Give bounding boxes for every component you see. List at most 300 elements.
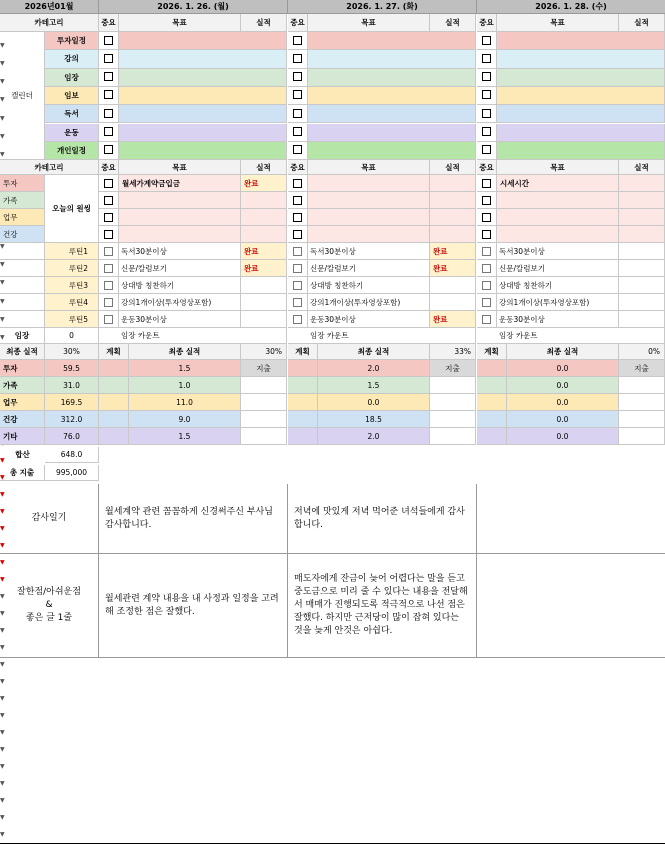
routine-goal-cell[interactable]: 상대방 칭찬하기 [497,277,619,294]
journal-entry[interactable] [99,554,288,658]
task-result-cell[interactable] [430,226,476,243]
calendar-goal-cell[interactable] [308,69,476,87]
task-importance-cell[interactable] [477,209,497,226]
routine-check-cell[interactable] [288,277,308,294]
category-total: 169.5 [45,394,99,411]
calendar-importance-cell[interactable] [288,87,308,105]
task-side-label: 건강 [0,226,45,243]
calendar-goal-cell[interactable] [308,105,476,123]
calendar-importance-cell[interactable] [288,69,308,87]
dropdown-arrow-icon[interactable]: ▼ [0,695,5,703]
task-goal-cell[interactable]: 월세가계약금입금 [119,175,241,192]
task-importance-cell[interactable] [99,226,119,243]
dropdown-arrow-icon[interactable]: ▼ [0,712,5,720]
routine-check-cell[interactable] [99,277,119,294]
task-goal-cell[interactable] [497,192,619,209]
routine-label: 루틴1 [45,243,99,260]
routine-goal-cell[interactable]: 운동30분이상 [497,311,619,328]
checkbox[interactable] [293,281,302,290]
final-value-cell: 1.5 [129,428,241,445]
checkbox[interactable] [104,196,113,205]
dropdown-arrow-icon[interactable]: ▼ [0,678,5,686]
task-importance-cell[interactable] [477,175,497,192]
dropdown-arrow-icon[interactable]: ▼ [0,576,5,584]
plan-cell [288,360,318,377]
category-name: 투자 [0,360,45,377]
dropdown-arrow-icon[interactable]: ▼ [0,729,5,737]
category-total: 31.0 [45,377,99,394]
calendar-importance-cell[interactable] [477,142,497,160]
routine-check-cell[interactable] [288,260,308,277]
routine-result-cell[interactable]: 완료 [241,260,287,277]
routine-goal-cell[interactable]: 독서30분이상 [497,243,619,260]
dropdown-arrow-icon[interactable]: ▼ [0,763,5,771]
routine-side-blank [0,243,45,260]
routine-check-cell[interactable] [477,294,497,311]
task-importance-cell[interactable] [99,209,119,226]
dropdown-arrow-icon[interactable]: ▼ [0,610,5,618]
result-header: 실적 [430,160,476,175]
routine-label: 루틴2 [45,260,99,277]
routine-goal-cell[interactable]: 상대방 칭찬하기 [119,277,241,294]
checkbox[interactable] [482,54,491,63]
final-header: 최종 실적 [507,344,619,360]
calendar-goal-cell[interactable] [119,142,287,160]
checkbox[interactable] [482,230,491,239]
calendar-goal-cell[interactable] [497,32,665,50]
task-goal-cell[interactable] [119,192,241,209]
final-value-cell: 0.0 [318,394,430,411]
calendar-row-label: 독서 [45,105,99,123]
routine-result-cell[interactable] [619,243,665,260]
imjang-label: 임장 [0,328,45,344]
calendar-goal-cell[interactable] [497,124,665,142]
routine-result-cell[interactable]: 완료 [430,243,476,260]
journal-entry[interactable] [288,484,477,554]
routine-result-cell[interactable] [241,311,287,328]
spend-cell[interactable] [241,428,287,445]
checkbox[interactable] [104,90,113,99]
routine-check-cell[interactable] [288,243,308,260]
task-importance-cell[interactable] [99,192,119,209]
calendar-importance-cell[interactable] [99,124,119,142]
dropdown-arrow-icon[interactable]: ▼ [0,316,5,324]
calendar-importance-cell[interactable] [99,87,119,105]
checkbox[interactable] [482,281,491,290]
journal-entry[interactable] [99,484,288,554]
routine-goal-cell[interactable]: 운동30분이상 [308,311,430,328]
final-header: 최종 실적 [129,344,241,360]
dropdown-arrow-icon[interactable]: ▼ [0,474,5,482]
dropdown-arrow-icon[interactable]: ▼ [0,814,5,822]
plan-cell [99,360,129,377]
plan-header: 계획 [477,344,507,360]
dropdown-arrow-icon[interactable]: ▼ [0,491,5,499]
category-name: 건강 [0,411,45,428]
routine-result-cell[interactable]: 완료 [241,243,287,260]
calendar-goal-cell[interactable] [497,142,665,160]
dropdown-arrow-icon[interactable]: ▼ [0,780,5,788]
plan-cell [288,377,318,394]
spend-cell[interactable] [430,377,476,394]
spend-cell[interactable] [619,428,665,445]
calendar-row-label: 임보 [45,87,99,105]
routine-goal-cell[interactable]: 상대방 칭찬하기 [308,277,430,294]
checkbox[interactable] [482,298,491,307]
dropdown-arrow-icon[interactable]: ▼ [0,508,5,516]
total-value: 648.0 [45,447,99,463]
calendar-goal-cell[interactable] [497,50,665,68]
checkbox[interactable] [293,230,302,239]
checkbox[interactable] [293,298,302,307]
checkbox[interactable] [482,179,491,188]
spend-total-label: 총 지출 [0,465,45,481]
importance-header: 중요 [477,14,497,32]
routine-side-blank [0,260,45,277]
day-header[interactable]: 2026. 1. 26. (월) [99,0,288,14]
category-name: 가족 [0,377,45,394]
checkbox[interactable] [293,127,302,136]
routine-result-cell[interactable]: 완료 [430,311,476,328]
routine-label: 루틴3 [45,277,99,294]
calendar-goal-cell[interactable] [119,105,287,123]
task-result-cell[interactable]: 완료 [241,175,287,192]
onething-label: 오늘의 원씽 [45,175,99,243]
checkbox[interactable] [104,281,113,290]
checkbox[interactable] [482,247,491,256]
dropdown-arrow-icon[interactable]: ▼ [0,59,5,67]
calendar-goal-cell[interactable] [308,50,476,68]
result-header: 실적 [241,160,287,175]
calendar-goal-cell[interactable] [308,142,476,160]
task-goal-cell[interactable] [308,192,430,209]
calendar-goal-cell[interactable] [497,105,665,123]
task-goal-cell[interactable] [497,226,619,243]
dropdown-arrow-icon[interactable]: ▼ [0,242,5,250]
spend-cell[interactable] [430,394,476,411]
checkbox[interactable] [293,109,302,118]
checkbox[interactable] [482,36,491,45]
dropdown-arrow-icon[interactable]: ▼ [0,114,5,122]
plan-cell [99,377,129,394]
checkbox[interactable] [104,36,113,45]
task-side-label: 업무 [0,209,45,226]
dropdown-arrow-icon[interactable]: ▼ [0,78,5,86]
task-result-cell[interactable] [430,192,476,209]
checkbox[interactable] [293,179,302,188]
task-result-cell[interactable] [241,226,287,243]
calendar-importance-cell[interactable] [477,32,497,50]
task-result-cell[interactable] [241,209,287,226]
calendar-row-label: 운동 [45,124,99,142]
calendar-goal-cell[interactable] [119,124,287,142]
day-header[interactable]: 2026. 1. 27. (화) [288,0,477,14]
category-header: 카테고리 [0,160,99,175]
calendar-goal-cell[interactable] [308,32,476,50]
calendar-goal-cell[interactable] [119,32,287,50]
task-result-cell[interactable] [241,192,287,209]
calendar-goal-cell[interactable] [497,69,665,87]
dropdown-arrow-icon[interactable]: ▼ [0,627,5,635]
checkbox[interactable] [482,264,491,273]
calendar-importance-cell[interactable] [288,50,308,68]
dropdown-arrow-icon[interactable]: ▼ [0,525,5,533]
routine-check-cell[interactable] [99,294,119,311]
calendar-importance-cell[interactable] [477,50,497,68]
calendar-goal-cell[interactable] [497,87,665,105]
final-value-cell: 0.0 [507,377,619,394]
task-importance-cell[interactable] [477,192,497,209]
checkbox[interactable] [293,213,302,222]
routine-check-cell[interactable] [288,294,308,311]
result-header: 실적 [619,160,665,175]
calendar-importance-cell[interactable] [99,50,119,68]
routine-side-blank [0,311,45,328]
calendar-importance-cell[interactable] [288,32,308,50]
routine-result-cell[interactable] [430,277,476,294]
plan-cell [99,394,129,411]
checkbox[interactable] [104,315,113,324]
journal-entry[interactable] [477,484,665,554]
task-importance-cell[interactable] [288,192,308,209]
routine-result-cell[interactable] [241,277,287,294]
checkbox[interactable] [104,109,113,118]
dropdown-arrow-icon[interactable]: ▼ [0,831,5,839]
checkbox[interactable] [293,145,302,154]
calendar-importance-cell[interactable] [99,69,119,87]
task-goal-cell[interactable] [497,209,619,226]
final-value-cell: 0.0 [507,360,619,377]
calendar-importance-cell[interactable] [99,105,119,123]
checkbox[interactable] [293,90,302,99]
calendar-importance-cell[interactable] [288,142,308,160]
checkbox[interactable] [104,127,113,136]
dropdown-arrow-icon[interactable]: ▼ [0,593,5,601]
routine-result-cell[interactable] [619,277,665,294]
checkbox[interactable] [293,72,302,81]
calendar-importance-cell[interactable] [288,105,308,123]
spend-total-value: 995,000 [45,465,99,481]
calendar-goal-cell[interactable] [119,50,287,68]
imjang-count: 임장 카운트 [288,328,476,344]
task-goal-cell[interactable] [119,209,241,226]
checkbox[interactable] [482,145,491,154]
calendar-importance-cell[interactable] [288,124,308,142]
checkbox[interactable] [293,54,302,63]
routine-check-cell[interactable] [477,243,497,260]
checkbox[interactable] [482,90,491,99]
calendar-importance-cell[interactable] [477,124,497,142]
dropdown-arrow-icon[interactable]: ▼ [0,261,5,269]
dropdown-arrow-icon[interactable]: ▼ [0,797,5,805]
task-result-cell[interactable] [430,209,476,226]
calendar-importance-cell[interactable] [477,87,497,105]
task-side-label: 가족 [0,192,45,209]
total-label: 합산 [15,450,30,460]
checkbox[interactable] [482,315,491,324]
task-importance-cell[interactable] [477,226,497,243]
checkbox[interactable] [104,247,113,256]
routine-result-cell[interactable] [241,294,287,311]
dropdown-arrow-icon[interactable]: ▼ [0,746,5,754]
calendar-importance-cell[interactable] [477,105,497,123]
checkbox[interactable] [482,72,491,81]
plan-cell [99,411,129,428]
checkbox[interactable] [104,230,113,239]
journal-entry[interactable] [288,554,477,658]
task-result-cell[interactable] [619,209,665,226]
journal-entry-text: 월세계약 관련 꼼꼼하게 신경써주신 부사님 감사합니다. [105,506,273,530]
checkbox[interactable] [293,247,302,256]
routine-check-cell[interactable] [477,311,497,328]
routine-side-blank [0,294,45,311]
importance-header: 중요 [477,160,497,175]
spend-cell[interactable] [430,411,476,428]
result-header: 실적 [619,14,665,32]
calendar-label: 캘린더 [0,32,45,160]
calendar-row-label: 투자일정 [45,32,99,50]
routine-check-cell[interactable] [477,260,497,277]
checkbox[interactable] [293,315,302,324]
spend-cell[interactable] [619,377,665,394]
routine-label: 루틴5 [45,311,99,328]
routine-goal-cell[interactable]: 독서30분이상 [119,243,241,260]
dropdown-arrow-icon[interactable]: ▼ [0,151,5,159]
checkbox[interactable] [293,196,302,205]
spend-cell[interactable] [619,394,665,411]
routine-check-cell[interactable] [477,277,497,294]
dropdown-arrow-icon[interactable]: ▼ [0,41,5,49]
dropdown-arrow-icon[interactable]: ▼ [0,559,5,567]
dropdown-arrow-icon[interactable]: ▼ [0,297,5,305]
task-importance-cell[interactable] [288,175,308,192]
spend-label: 지출 [619,360,665,377]
plan-cell [288,411,318,428]
journal-entry-text: 매도자에게 잔금이 늦어 어렵다는 말을 듣고 중도금으로 미리 줄 수 있다는 내용을 전달해서 매매가 진행되도록 적극적으로 나선 점은 잘했다. 하지만 근저당이 많이 잡혀 있다는 것을 늦게 안것은 아쉽다. [294,574,468,636]
final-value-cell: 2.0 [318,360,430,377]
routine-result-cell[interactable]: 완료 [430,260,476,277]
spend-label: 지출 [430,360,476,377]
dropdown-arrow-icon[interactable]: ▼ [0,542,5,550]
checkbox[interactable] [104,213,113,222]
task-importance-cell[interactable] [288,226,308,243]
goal-header: 목표 [308,160,430,175]
calendar-importance-cell[interactable] [99,142,119,160]
spend-cell[interactable] [241,411,287,428]
routine-goal-cell[interactable]: 독서30분이상 [308,243,430,260]
dropdown-arrow-icon[interactable]: ▼ [0,334,5,342]
dropdown-arrow-icon[interactable]: ▼ [0,279,5,287]
checkbox[interactable] [104,54,113,63]
routine-result-cell[interactable] [619,294,665,311]
routine-check-cell[interactable] [99,260,119,277]
category-total: 312.0 [45,411,99,428]
checkbox[interactable] [104,298,113,307]
plan-header: 계획 [99,344,129,360]
task-goal-cell[interactable] [308,226,430,243]
checkbox[interactable] [482,127,491,136]
checkbox[interactable] [482,213,491,222]
dropdown-arrow-icon[interactable]: ▼ [0,644,5,652]
calendar-importance-cell[interactable] [99,32,119,50]
checkbox[interactable] [482,109,491,118]
dropdown-arrow-icon[interactable]: ▼ [0,661,5,669]
calendar-goal-cell[interactable] [119,69,287,87]
spend-cell[interactable] [430,428,476,445]
checkbox[interactable] [104,264,113,273]
routine-check-cell[interactable] [99,311,119,328]
task-goal-cell[interactable] [308,175,430,192]
calendar-importance-cell[interactable] [477,69,497,87]
task-result-cell[interactable] [430,175,476,192]
final-value-cell: 18.5 [318,411,430,428]
final-value-cell: 1.0 [129,377,241,394]
dropdown-arrow-icon[interactable]: ▼ [0,457,5,465]
spend-cell[interactable] [241,394,287,411]
checkbox[interactable] [104,179,113,188]
checkbox[interactable] [482,196,491,205]
task-importance-cell[interactable] [99,175,119,192]
spend-cell[interactable] [619,411,665,428]
goal-header: 목표 [119,14,241,32]
journal-entry-text: 월세관련 계약 내용을 내 사정과 일정을 고려해 조정한 점은 잘했다. [105,593,279,617]
routine-check-cell[interactable] [288,311,308,328]
routine-goal-cell[interactable]: 운동30분이상 [119,311,241,328]
task-result-cell[interactable] [619,226,665,243]
calendar-goal-cell[interactable] [308,124,476,142]
final-result-pct: 30% [45,344,99,360]
task-result-cell[interactable] [619,175,665,192]
checkbox[interactable] [104,72,113,81]
imjang-count: 임장 카운트 [477,328,665,344]
journal-entry[interactable] [477,554,665,658]
calendar-goal-cell[interactable] [308,87,476,105]
final-value-cell: 0.0 [507,394,619,411]
task-importance-cell[interactable] [288,209,308,226]
task-result-cell[interactable] [619,192,665,209]
spend-cell[interactable] [241,377,287,394]
calendar-goal-cell[interactable] [119,87,287,105]
plan-cell [477,360,507,377]
final-value-cell: 11.0 [129,394,241,411]
routine-check-cell[interactable] [99,243,119,260]
plan-cell [99,428,129,445]
routine-goal-cell[interactable]: 신문/칼럼보기 [308,260,430,277]
final-value-cell: 0.0 [507,428,619,445]
routine-goal-cell[interactable]: 강의1개이상(투자영상포함) [119,294,241,311]
checkbox[interactable] [293,264,302,273]
task-goal-cell[interactable]: 시세시간 [497,175,619,192]
plan-cell [288,428,318,445]
imjang-count: 임장 카운트 [99,328,287,344]
checkbox[interactable] [293,36,302,45]
category-header: 카테고리 [0,14,99,32]
routine-goal-cell[interactable]: 신문/칼럼보기 [497,260,619,277]
routine-result-cell[interactable] [430,294,476,311]
dropdown-arrow-icon[interactable]: ▼ [0,96,5,104]
task-goal-cell[interactable] [119,226,241,243]
routine-goal-cell[interactable]: 강의1개이상(투자영상포함) [497,294,619,311]
routine-result-cell[interactable] [619,311,665,328]
routine-goal-cell[interactable]: 강의1개이상(투자영상포함) [308,294,430,311]
routine-goal-cell[interactable]: 신문/칼럼보기 [119,260,241,277]
dropdown-arrow-icon[interactable]: ▼ [0,133,5,141]
final-header: 최종 실적 [318,344,430,360]
task-goal-cell[interactable] [308,209,430,226]
checkbox[interactable] [104,145,113,154]
day-header[interactable]: 2026. 1. 28. (수) [477,0,665,14]
routine-result-cell[interactable] [619,260,665,277]
